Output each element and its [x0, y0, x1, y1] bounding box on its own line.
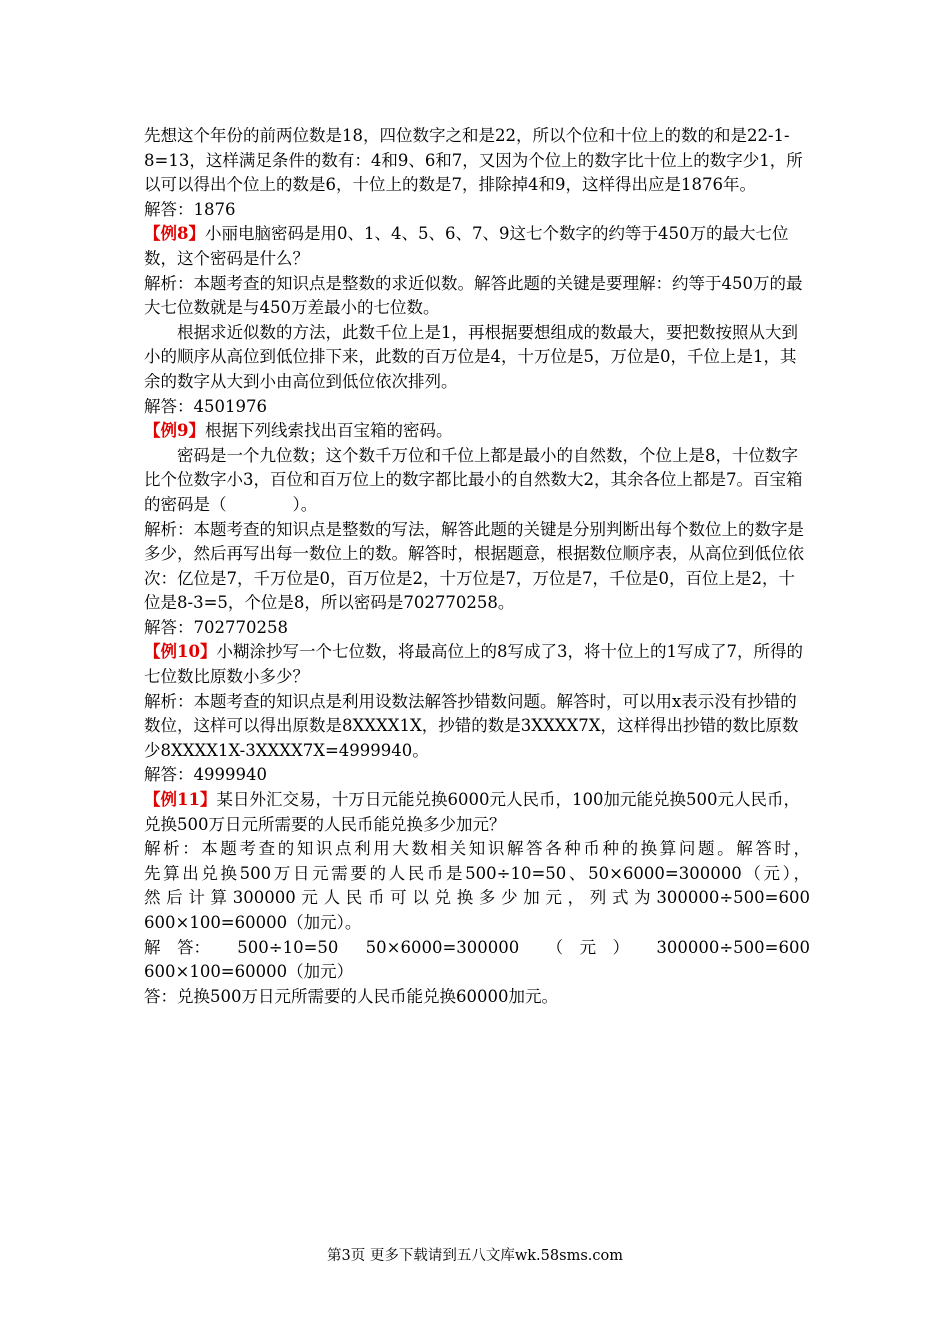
analysis-ex11-line2: 先算出兑换500万日元需要的人民币是500÷10=50、50×6000=300000（元）， — [144, 863, 810, 883]
question-ex10: 【例10】小糊涂抄写一个七位数，将最高位上的8写成了3，将十位上的1写成了7，所得的七位数比原数小多少？ — [144, 642, 803, 687]
answer-ex11-line1: 解 答： 500÷10=50 50×6000=300000 （ 元 ） 300000÷500=600 — [144, 937, 810, 957]
example-label: 【例11】 — [144, 790, 217, 810]
answer-ex11-line2: 600×100=60000（加元） — [144, 962, 354, 982]
answer-ex10: 解答：4999940 — [144, 765, 267, 785]
answer-ex7: 解答：1876 — [144, 199, 236, 219]
final-answer-ex11: 答：兑换500万日元所需要的人民币能兑换60000加元。 — [144, 986, 558, 1006]
question-ex11: 【例11】某日外汇交易，十万日元能兑换6000元人民币，100加元能兑换500元人民币，兑换500万日元所需要的人民币能兑换多少加元？ — [144, 790, 800, 834]
clue-ex9: 密码是一个九位数；这个数千万位和千位上都是最小的自然数，个位上是8，十位数字比个位数字小3，百位和百万位上的数字都比最小的自然数大2，其余各位上都是7。百宝箱的密码是（ ）。 — [144, 445, 803, 514]
analysis-ex11-line3: 然后计算300000元人民币可以兑换多少加元，列式为300000÷500=600 — [144, 888, 810, 908]
example-label: 【例8】 — [144, 224, 205, 244]
example-label: 【例10】 — [144, 642, 217, 662]
answer-ex9: 解答：702770258 — [144, 617, 288, 637]
analysis-ex8: 解析：本题考查的知识点是整数的求近似数。解答此题的关键是要理解：约等于450万的最大七位数就是与450万差最小的七位数。 — [144, 273, 803, 318]
analysis-ex9: 解析：本题考查的知识点是整数的写法，解答此题的关键是分别判断出每个数位上的数字是多少，然后再写出每一数位上的数。解答时，根据题意，根据数位顺序表，从高位到低位依次：亿位是7，千万位是0，百万位是2，十万位是7，万位是7，千位是0，百位上是2，十位是8-3=5，个位是8，所以密码是702770258。 — [144, 519, 804, 613]
analysis-ex11-line4: 600×100=60000（加元）。 — [144, 913, 362, 932]
analysis-ex10: 解析：本题考查的知识点是利用设数法解答抄错数问题。解答时，可以用x表示没有抄错的数位，这样可以得出原数是8XXXX1X，抄错的数是3XXXX7X，这样得出抄错的数比原数少8XXXX1X-3XXXX7X=4999940。 — [144, 691, 799, 760]
page-footer: 第3页 更多下载请到五八文库wk.58sms.com — [327, 1248, 623, 1264]
document-body — [144, 124, 810, 1009]
question-ex8: 【例8】小丽电脑密码是用0、1、4、5、6、7、9这七个数字的约等于450万的最大七位数，这个密码是什么？ — [144, 224, 789, 268]
paragraph-ex7-solution: 先想这个年份的前两位数是18，四位数字之和是22，所以个位和十位上的数的和是22-1-8=13，这样满足条件的数有：4和9、6和7，又因为个位上的数字比十位上的数字少1，所以可以得出个位上的数是6，十位上的数是7，排除掉4和9，这样得出应是1876年。 — [144, 126, 803, 195]
analysis-ex8-detail: 根据求近似数的方法，此数千位上是1，再根据要想组成的数最大，要把数按照从大到小的顺序从高位到低位排下来，此数的百万位是4，十万位是5，万位是0，千位上是1，其余的数字从大到小由高位到低位依次排列。 — [144, 322, 798, 391]
answer-ex8: 解答：4501976 — [144, 396, 267, 416]
question-ex9: 【例9】根据下列线索找出百宝箱的密码。 — [144, 421, 453, 441]
example-label: 【例9】 — [144, 421, 205, 441]
analysis-ex11-line1: 解析：本题考查的知识点利用大数相关知识解答各种币种的换算问题。解答时， — [144, 839, 810, 859]
